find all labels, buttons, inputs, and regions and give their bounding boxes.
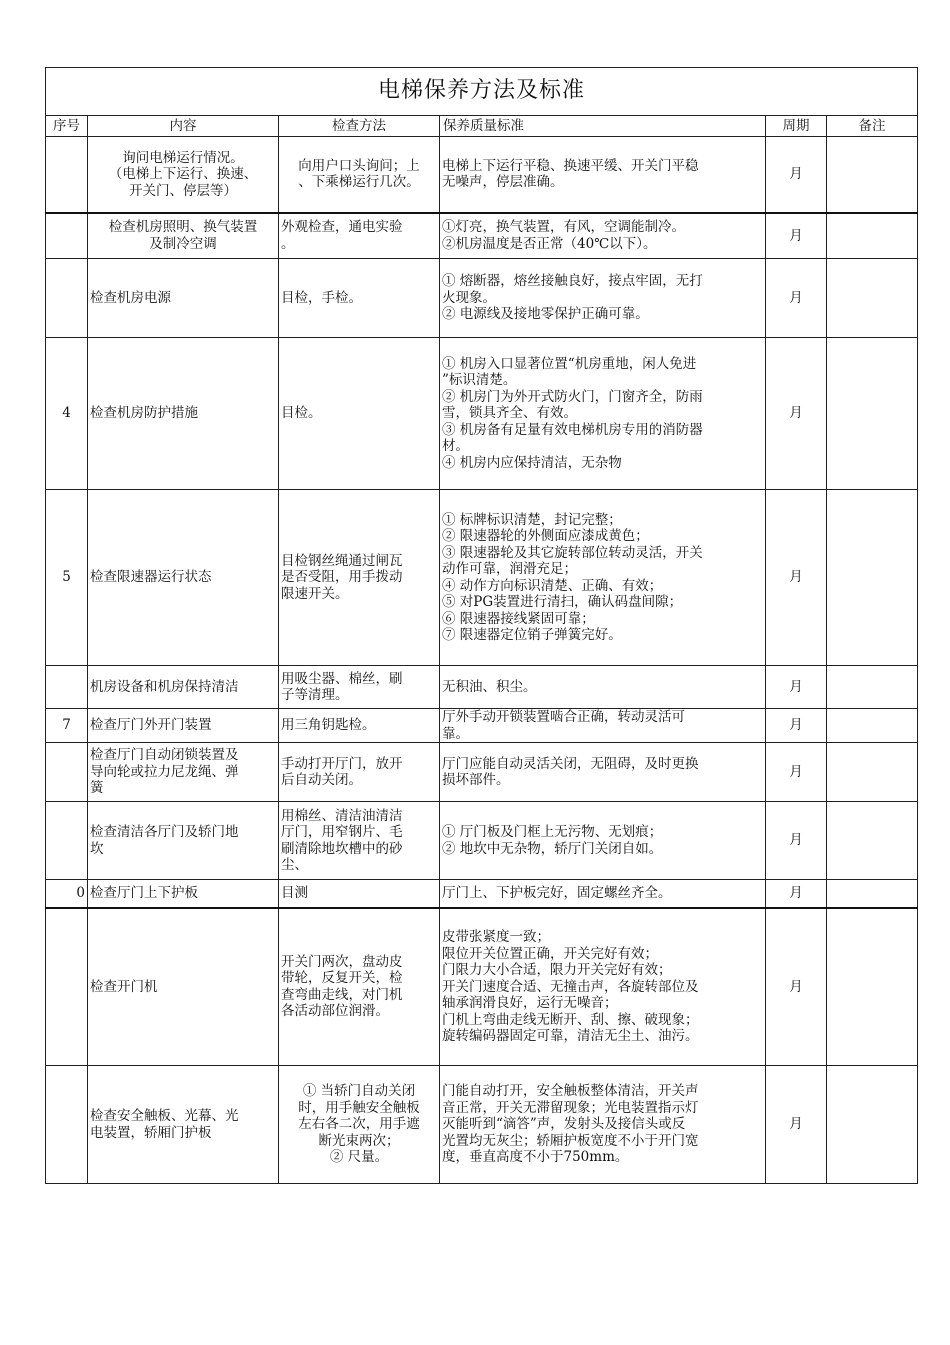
cell-seq: 5: [46, 490, 88, 666]
table-row: [46, 213, 918, 259]
cell-seq: 4: [46, 338, 88, 490]
cell-standard: [440, 666, 766, 709]
text-line: 检查安全触板、光幕、光: [90, 1108, 239, 1124]
cell-cycle: 月: [766, 908, 827, 1066]
cell-cycle: 月: [766, 213, 827, 259]
cell-remark: [827, 908, 918, 1066]
text-line: 外观检查，通电实验: [281, 219, 403, 236]
text-line: 检查清洁各厅门及轿门地: [90, 824, 239, 840]
text-line: 靠。: [442, 725, 469, 742]
cell-remark: [827, 137, 918, 213]
text-line: 。: [281, 235, 295, 252]
text-line: 光置均无灰尘；轿厢护板宽度不小于开门宽: [442, 1132, 699, 1149]
cell-cycle: 月: [766, 880, 827, 908]
text-line: 目测: [281, 885, 308, 901]
cell-cycle: 月: [766, 338, 827, 490]
text-line: 手动打开厅门，放开: [281, 755, 403, 772]
text-line: 刷清除地坎槽中的砂: [281, 840, 403, 857]
cell-method: [279, 743, 440, 802]
cell-content: [88, 743, 279, 802]
maintenance-sheet: [45, 67, 917, 1184]
header-method: 检查方法: [279, 116, 440, 137]
text-line: 限速开关。: [281, 585, 349, 602]
text-line: ②机房温度是否正常（40℃以下）。: [442, 235, 657, 252]
text-line: ③ 限速器轮及其它旋转部位转动灵活，开关: [442, 544, 703, 561]
cell-method: [279, 213, 440, 259]
text-line: 及制冷空调: [149, 235, 217, 252]
cell-standard: [440, 908, 766, 1066]
cell-standard: [440, 880, 766, 908]
text-line: 限位开关位置正确，开关完好有效；: [442, 945, 658, 962]
text-line: 无噪声，停层准确。: [442, 174, 564, 191]
text-line: 用棉丝、清洁油清洁: [281, 807, 403, 824]
text-line: 度，垂直高度不小于750mm。: [442, 1149, 629, 1166]
cell-cycle: 月: [766, 1066, 827, 1184]
cell-standard: [440, 213, 766, 259]
text-line: 目检，手检。: [281, 289, 362, 306]
text-line: 是否受阻，用手拨动: [281, 569, 403, 586]
cell-cycle: 月: [766, 709, 827, 743]
text-line: ① 熔断器，熔丝接触良好，接点牢固，无打: [442, 273, 703, 290]
text-line: 用三角钥匙检。: [281, 717, 376, 734]
text-line: ④ 机房内应保持清洁，无杂物: [442, 454, 622, 471]
text-line: 检查机房电源: [90, 289, 171, 306]
text-line: 开关门两次，盘动皮: [281, 953, 403, 970]
text-line: ② 电源线及接地零保护正确可靠。: [442, 306, 649, 323]
text-line: 断光束两次；: [318, 1132, 400, 1149]
text-line: 检查机房照明、换气装置: [108, 219, 258, 236]
text-line: 材。: [442, 438, 469, 455]
text-line: 损坏部件。: [442, 772, 510, 788]
text-line: 尘、: [281, 857, 308, 873]
cell-content: [88, 666, 279, 709]
text-line: 轴承润滑良好，运行无噪音；: [442, 995, 618, 1011]
cell-content: [88, 338, 279, 490]
text-line: 检查厅门自动闭锁装置及: [90, 747, 239, 764]
text-line: 皮带张紧度一致；: [442, 929, 550, 945]
cell-remark: [827, 880, 918, 908]
cell-remark: [827, 259, 918, 338]
text-line: 门能自动打开，安全触板整体清洁，开关声: [442, 1083, 699, 1100]
text-line: 检查限速器运行状态: [90, 569, 212, 586]
cell-seq: [46, 666, 88, 709]
cell-method: [279, 1066, 440, 1184]
cell-method: [279, 490, 440, 666]
text-line: 询问电梯运行情况。: [122, 149, 244, 166]
cell-remark: [827, 213, 918, 259]
text-line: ①灯亮，换气装置，有风，空调能制冷。: [442, 219, 685, 236]
cell-seq: [46, 908, 88, 1066]
text-line: 检查机房防护措施: [90, 405, 198, 422]
text-line: ”标识清楚。: [442, 372, 517, 389]
text-line: ② 尺量。: [329, 1149, 389, 1166]
text-line: ① 机房入口显著位置“机房重地，闲人免进: [442, 355, 697, 372]
text-line: ③ 机房备有足量有效电梯机房专用的消防器: [442, 421, 703, 438]
cell-seq: 0: [46, 880, 88, 908]
cell-cycle: 月: [766, 666, 827, 709]
table-row: [46, 666, 918, 709]
cell-seq: [46, 1066, 88, 1184]
text-line: 各活动部位润滑。: [281, 1003, 389, 1020]
cell-seq: [46, 137, 88, 213]
text-line: 厅门上、下护板完好，固定螺丝齐全。: [442, 885, 672, 901]
cell-standard: [440, 743, 766, 802]
text-line: ⑥ 限速器接线紧固可靠；: [442, 610, 595, 627]
text-line: 查弯曲走线，对门机: [281, 986, 403, 1003]
text-line: （电梯上下运行、换速、: [108, 166, 258, 182]
text-line: 厅门应能自动灵活关闭，无阻碍，及时更换: [442, 755, 699, 772]
cell-standard: [440, 709, 766, 743]
text-line: ② 地坎中无杂物，轿厅门关闭自如。: [442, 840, 663, 857]
cell-content: [88, 259, 279, 338]
header-standard: 保养质量标准: [440, 116, 766, 137]
cell-content: [88, 802, 279, 880]
text-line: 门机上弯曲走线无断开、刮、擦、破现象；: [442, 1011, 699, 1028]
cell-seq: [46, 213, 88, 259]
cell-seq: [46, 743, 88, 802]
text-line: 检查厅门外开门装置: [90, 717, 212, 734]
text-line: 左右各二次，用手遮: [298, 1116, 420, 1133]
cell-cycle: 月: [766, 490, 827, 666]
cell-seq: [46, 802, 88, 880]
text-line: 门限力大小合适，限力开关完好有效；: [442, 962, 672, 978]
cell-method: [279, 802, 440, 880]
text-line: ① 标牌标识清楚，封记完整；: [442, 511, 622, 528]
text-line: 厅外手动开锁装置啮合正确，转动灵活可: [442, 709, 685, 725]
cell-standard: [440, 490, 766, 666]
header-content: 内容: [88, 116, 279, 137]
cell-method: [279, 880, 440, 908]
table-row: [46, 137, 918, 213]
cell-cycle: 月: [766, 743, 827, 802]
cell-remark: [827, 490, 918, 666]
text-line: 音正常，开关无滞留现象；光电装置指示灯: [442, 1099, 699, 1116]
cell-remark: [827, 743, 918, 802]
cell-content: [88, 490, 279, 666]
text-line: 簧: [90, 780, 104, 797]
cell-cycle: 月: [766, 802, 827, 880]
text-line: 火现象。: [442, 289, 496, 306]
table-header-row: [46, 116, 918, 137]
text-line: 用吸尘器、棉丝，刷: [281, 670, 403, 687]
text-line: ① 当轿门自动关闭: [302, 1083, 416, 1100]
cell-remark: [827, 709, 918, 743]
cell-content: [88, 709, 279, 743]
cell-content: [88, 880, 279, 908]
cell-content: [88, 137, 279, 213]
cell-content: [88, 908, 279, 1066]
text-line: 检查开门机: [90, 978, 158, 995]
table-row: [46, 743, 918, 802]
cell-seq: [46, 259, 88, 338]
table-row: [46, 908, 918, 1066]
header-cycle: 周期: [766, 116, 827, 137]
text-line: ⑦ 限速器定位销子弹簧完好。: [442, 627, 622, 643]
text-line: 检查厅门上下护板: [90, 885, 198, 901]
cell-content: [88, 1066, 279, 1184]
table-row: [46, 490, 918, 666]
text-line: 带轮，反复开关，检: [281, 970, 403, 987]
cell-method: [279, 137, 440, 213]
text-line: 电装置，轿厢门护板: [90, 1124, 212, 1141]
cell-cycle: 月: [766, 137, 827, 213]
text-line: 旋转编码器固定可靠，清洁无尘土、油污。: [442, 1028, 699, 1044]
table-row: [46, 709, 918, 743]
cell-remark: [827, 338, 918, 490]
text-line: 时，用手触安全触板: [298, 1099, 420, 1116]
cell-method: [279, 338, 440, 490]
text-line: 动作可靠，润滑充足；: [442, 561, 577, 577]
cell-standard: [440, 137, 766, 213]
table-row: [46, 880, 918, 908]
text-line: 目检钢丝绳通过闸瓦: [281, 552, 403, 569]
text-line: 子等清理。: [281, 687, 349, 703]
cell-standard: [440, 259, 766, 338]
text-line: ② 机房门为外开式防火门，门窗齐全，防雨: [442, 388, 703, 405]
text-line: 厅门，用窄钢片、毛: [281, 824, 403, 840]
text-line: 坎: [90, 840, 104, 857]
cell-method: [279, 908, 440, 1066]
text-line: ② 限速器轮的外侧面应漆成黄色；: [442, 528, 649, 544]
cell-method: [279, 709, 440, 743]
cell-method: [279, 259, 440, 338]
cell-standard: [440, 802, 766, 880]
text-line: 开关门速度合适、无撞击声，各旋转部位及: [442, 978, 699, 995]
text-line: ① 厅门板及门框上无污物、无划痕；: [442, 824, 663, 840]
page-title: 电梯保养方法及标准: [46, 68, 918, 116]
cell-remark: [827, 666, 918, 709]
text-line: 雪，锁具齐全、有效。: [442, 405, 577, 422]
text-line: 目检。: [281, 405, 322, 422]
cell-content: [88, 213, 279, 259]
text-line: 导向轮或拉力尼龙绳、弹: [90, 763, 239, 780]
header-seq: 序号: [46, 116, 88, 137]
maintenance-table: [45, 67, 918, 1184]
header-remark: 备注: [827, 116, 918, 137]
table-row: [46, 1066, 918, 1184]
text-line: 灭能听到“滴答”声，发射头及接信头或反: [442, 1116, 686, 1133]
table-row: [46, 338, 918, 490]
text-line: 后自动关闭。: [281, 772, 362, 788]
text-line: 机房设备和机房保持清洁: [90, 678, 239, 695]
cell-standard: [440, 338, 766, 490]
cell-remark: [827, 802, 918, 880]
text-line: 无积油、积尘。: [442, 678, 537, 695]
cell-remark: [827, 1066, 918, 1184]
text-line: 电梯上下运行平稳、换速平缓、开关门平稳: [442, 157, 699, 174]
cell-standard: [440, 1066, 766, 1184]
text-line: 向用户口头询问；上: [298, 157, 420, 174]
cell-method: [279, 666, 440, 709]
text-line: 开关门、停层等）: [129, 182, 237, 199]
table-row: [46, 259, 918, 338]
text-line: 、下乘梯运行几次。: [298, 174, 420, 191]
cell-seq: 7: [46, 709, 88, 743]
table-row: [46, 802, 918, 880]
cell-cycle: 月: [766, 259, 827, 338]
text-line: ④ 动作方向标识清楚、正确、有效；: [442, 577, 663, 594]
text-line: ⑤ 对PG装置进行清扫，确认码盘间隙；: [442, 594, 683, 610]
